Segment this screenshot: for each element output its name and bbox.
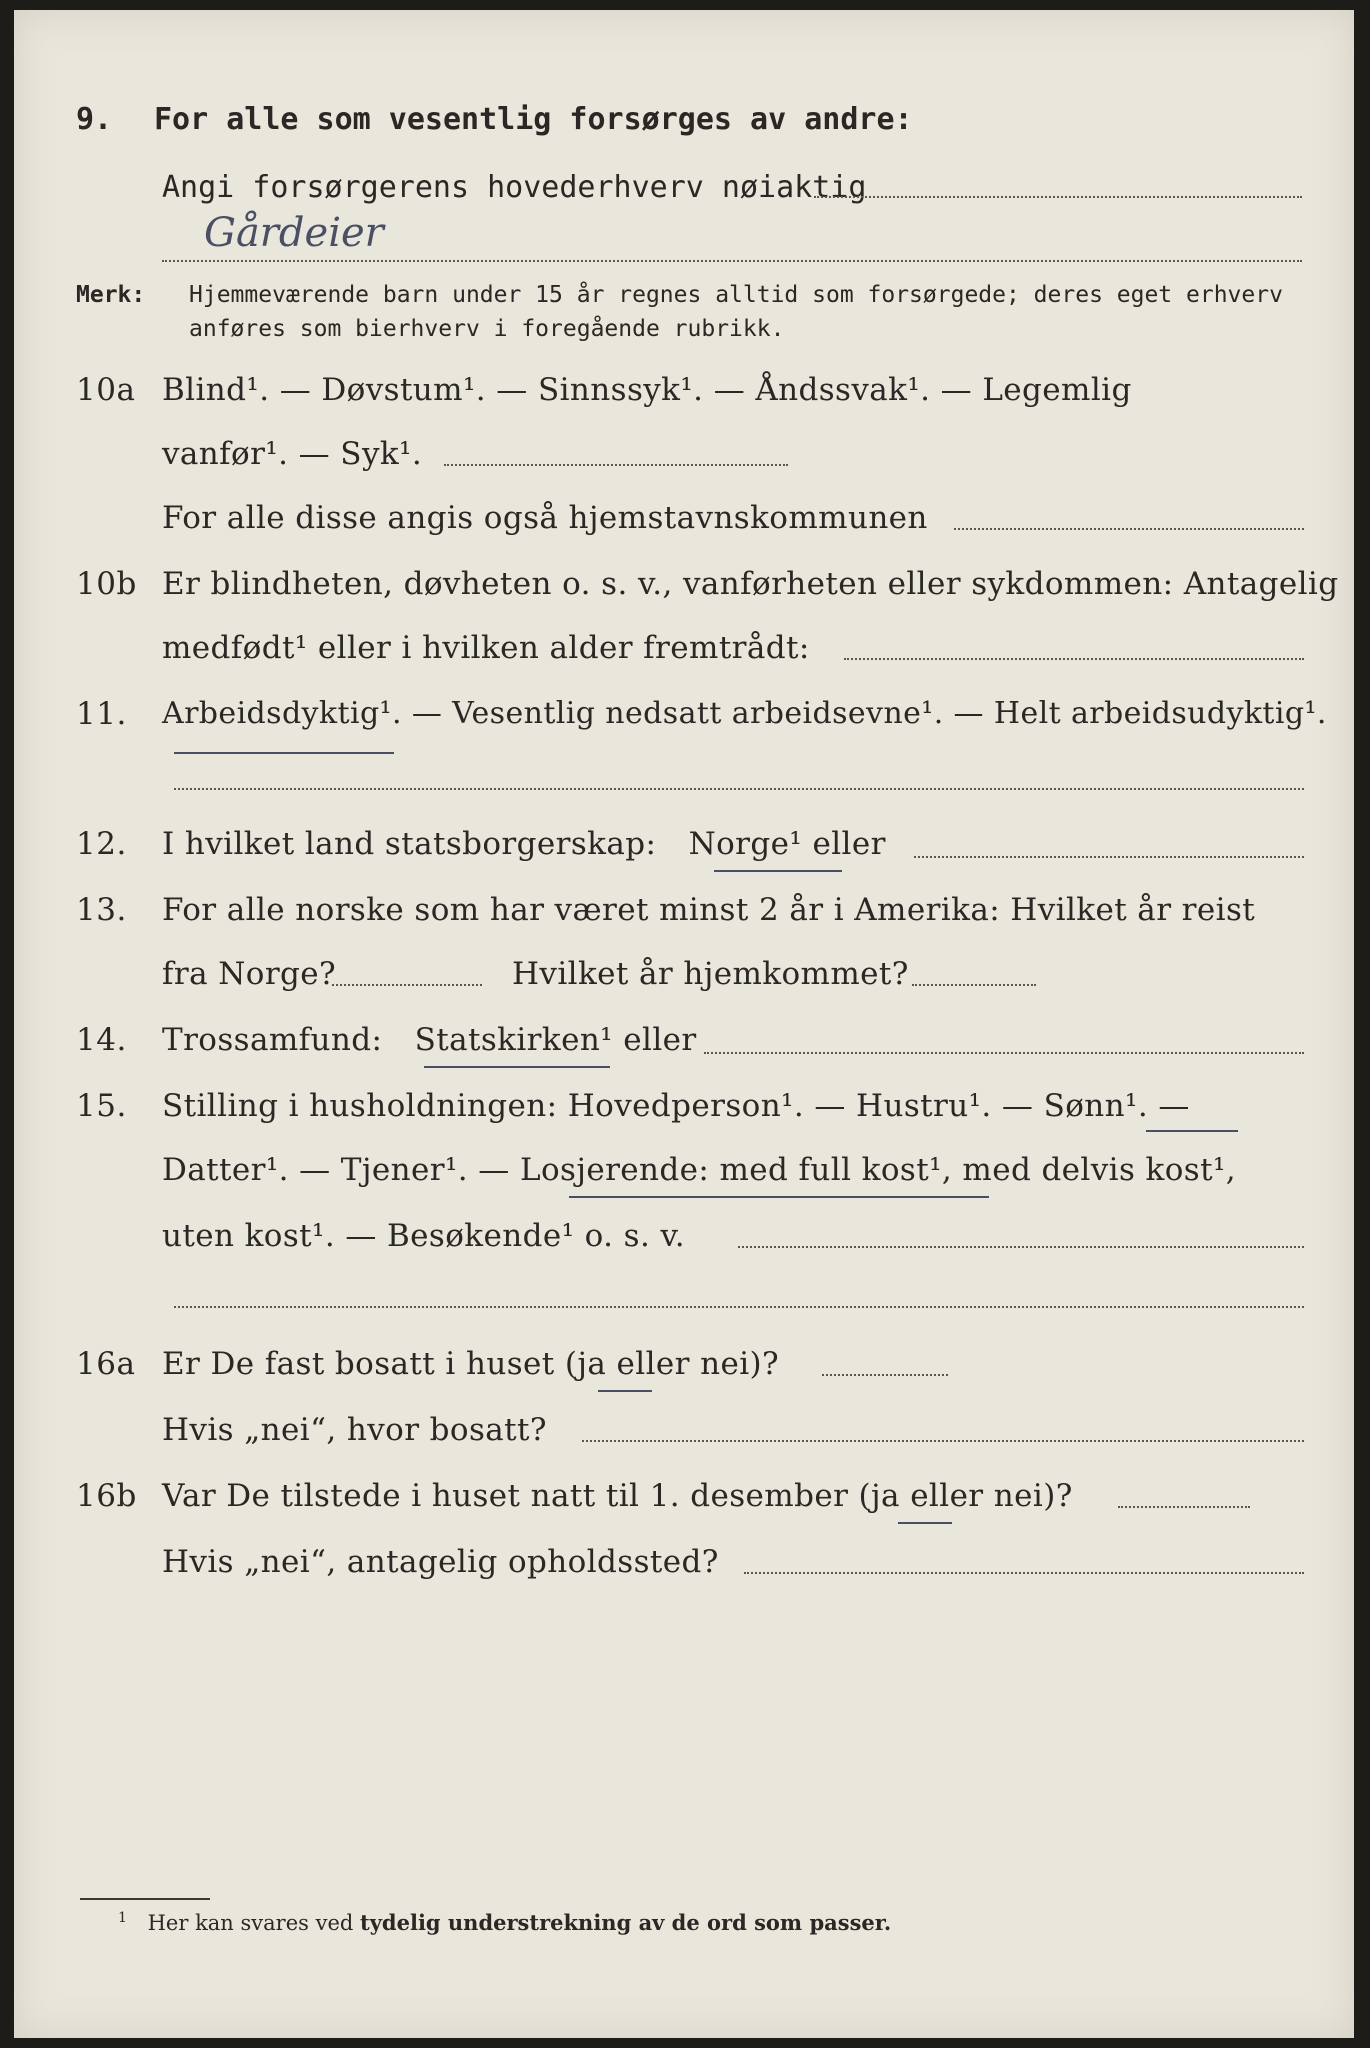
q16b-line-2: Hvis „nei“, antagelig opholdssted? (162, 1544, 719, 1580)
footnote (118, 1910, 891, 1935)
q14-underlined-option: Statskirken¹ (414, 1022, 614, 1058)
footnote-bold: tydelig understrekning av de ord som passer. (360, 1910, 892, 1935)
q10a-line-3: For alle disse angis også hjemstavnskommunen (162, 500, 928, 536)
q14-question: Trossamfund: (162, 1022, 383, 1058)
q16a-number: 16a (76, 1346, 136, 1382)
q13-line-2b: Hvilket år hjemkommet? (512, 956, 909, 992)
q16a-line-1: Er De fast bosatt i huset (ja eller nei)? (162, 1346, 780, 1382)
q16b-underline-ja (898, 1522, 952, 1524)
q12-number: 12. (76, 826, 127, 862)
q11-number: 11. (76, 696, 127, 732)
merk-line-1: Hjemmeværende barn under 15 år regnes alltid som forsørgede; deres eget erhverv (189, 282, 1283, 308)
q15-underline-sonn (1146, 1130, 1238, 1132)
q11-answer-line (174, 788, 1304, 790)
q10b-answer-line (844, 658, 1304, 660)
q15-line-2: Datter¹. — Tjener¹. — Losjerende: med full kost¹, med delvis kost¹, (162, 1152, 1237, 1188)
q14-else: eller (623, 1022, 697, 1058)
q14-underline-statskirken (424, 1066, 610, 1068)
q16b-whereabouts-line (744, 1572, 1304, 1574)
merk-label: Merk: (76, 282, 146, 308)
q15-number: 15. (76, 1088, 127, 1124)
q16b-answer-line (1118, 1506, 1250, 1508)
q16a-line-2: Hvis „nei“, hvor bosatt? (162, 1412, 547, 1448)
q10a-home-line (954, 528, 1304, 530)
q9-prompt: Angi forsørgerens hovederhverv nøiaktig (162, 170, 867, 205)
q12-else: eller (812, 826, 886, 862)
merk-line-2: anføres som bierhverv i foregående rubrikk. (189, 316, 785, 342)
q14-number: 14. (76, 1022, 127, 1058)
q16a-answer-line (822, 1374, 948, 1376)
q15-answer-line-2 (174, 1306, 1304, 1308)
q9-handwritten-answer: Gårdeier (204, 210, 384, 256)
q9-number: 9. (76, 102, 113, 137)
q16b-number: 16b (76, 1478, 137, 1514)
q16a-residence-line (582, 1440, 1304, 1442)
q10a-line-1: Blind¹. — Døvstum¹. — Sinnssyk¹. — Åndssvak¹. — Legemlig (162, 372, 1132, 408)
q13-number: 13. (76, 892, 127, 928)
q10a-answer-line (444, 464, 788, 466)
q12-underline-norge (714, 870, 842, 872)
footnote-plain: Her kan svares ved (147, 1911, 354, 1935)
q13-line-1: For alle norske som har været minst 2 år i Amerika: Hvilket år reist (162, 892, 1256, 928)
q10a-line-2: vanfør¹. — Syk¹. (162, 436, 423, 472)
q14-answer-line (704, 1052, 1304, 1054)
q9-answer-line (814, 196, 1302, 198)
q14-text (162, 1022, 697, 1058)
q16a-underline-ja (598, 1390, 652, 1392)
q16b-line-1: Var De tilstede i huset natt til 1. desember (ja eller nei)? (162, 1478, 1073, 1514)
q12-underlined-option: Norge¹ (688, 826, 803, 862)
q13-year-returned-line (912, 984, 1036, 986)
q15-answer-line (738, 1246, 1304, 1248)
q9-answer-line-2 (162, 260, 1302, 262)
q12-text (162, 826, 886, 862)
q10b-line-2: medfødt¹ eller i hvilken alder fremtrådt: (162, 630, 810, 666)
q13-line-2a: fra Norge? (162, 956, 337, 992)
q10b-line-1: Er blindheten, døvheten o. s. v., vanførheten eller sykdommen: Antagelig (162, 566, 1339, 602)
q9-title: For alle som vesentlig forsørges av andre: (154, 102, 913, 137)
q15-line-3: uten kost¹. — Besøkende¹ o. s. v. (162, 1218, 685, 1254)
q11-line-1: Arbeidsdyktig¹. — Vesentlig nedsatt arbeidsevne¹. — Helt arbeidsudyktig¹. (162, 696, 1327, 731)
q12-answer-line (914, 856, 1304, 858)
q10a-number: 10a (76, 372, 136, 408)
q15-underline-losjerende (569, 1196, 989, 1198)
q11-underline-arbeidsdyktig (174, 752, 394, 754)
q12-question: I hvilket land statsborgerskap: (162, 826, 657, 862)
q10b-number: 10b (76, 566, 137, 602)
q13-year-left-line (332, 984, 482, 986)
footnote-rule (80, 1898, 210, 1900)
q15-line-1: Stilling i husholdningen: Hovedperson¹. — Hustru¹. — Sønn¹. — (162, 1088, 1190, 1124)
census-form-page (14, 10, 1354, 2038)
footnote-mark: 1 (118, 1910, 127, 1926)
